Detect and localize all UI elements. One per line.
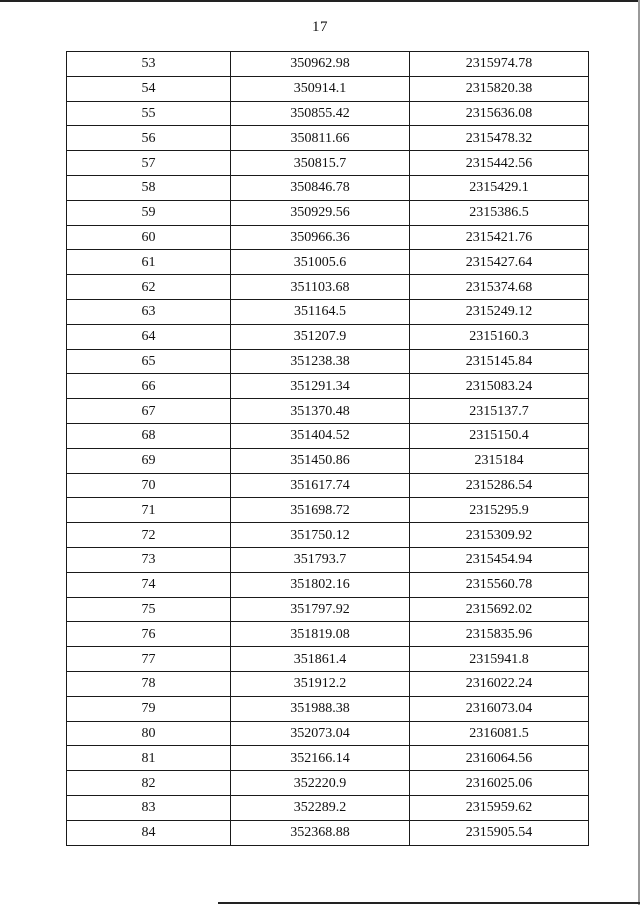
x-coordinate-cell: 351164.5 bbox=[231, 299, 410, 324]
x-coordinate-cell: 351819.08 bbox=[231, 622, 410, 647]
x-coordinate-cell: 351912.2 bbox=[231, 671, 410, 696]
x-coordinate-cell: 350914.1 bbox=[231, 76, 410, 101]
coordinates-table bbox=[66, 51, 589, 846]
x-coordinate-cell: 351750.12 bbox=[231, 523, 410, 548]
x-coordinate-cell: 350966.36 bbox=[231, 225, 410, 250]
point-number-cell: 65 bbox=[67, 349, 231, 374]
y-coordinate-cell: 2315286.54 bbox=[410, 473, 589, 498]
table-row bbox=[67, 324, 589, 349]
x-coordinate-cell: 350846.78 bbox=[231, 175, 410, 200]
y-coordinate-cell: 2316064.56 bbox=[410, 746, 589, 771]
point-number-cell: 67 bbox=[67, 399, 231, 424]
y-coordinate-cell: 2315137.7 bbox=[410, 399, 589, 424]
table-row bbox=[67, 52, 589, 77]
table-row bbox=[67, 597, 589, 622]
y-coordinate-cell: 2316022.24 bbox=[410, 671, 589, 696]
table-row bbox=[67, 448, 589, 473]
y-coordinate-cell: 2315560.78 bbox=[410, 572, 589, 597]
point-number-cell: 78 bbox=[67, 671, 231, 696]
x-coordinate-cell: 351988.38 bbox=[231, 696, 410, 721]
x-coordinate-cell: 352220.9 bbox=[231, 771, 410, 796]
table-row bbox=[67, 795, 589, 820]
point-number-cell: 74 bbox=[67, 572, 231, 597]
coordinates-table-body bbox=[67, 52, 589, 846]
point-number-cell: 83 bbox=[67, 795, 231, 820]
point-number-cell: 71 bbox=[67, 498, 231, 523]
table-row bbox=[67, 671, 589, 696]
x-coordinate-cell: 350962.98 bbox=[231, 52, 410, 77]
table-row bbox=[67, 647, 589, 672]
x-coordinate-cell: 351450.86 bbox=[231, 448, 410, 473]
point-number-cell: 53 bbox=[67, 52, 231, 77]
x-coordinate-cell: 351698.72 bbox=[231, 498, 410, 523]
point-number-cell: 69 bbox=[67, 448, 231, 473]
point-number-cell: 57 bbox=[67, 151, 231, 176]
x-coordinate-cell: 351207.9 bbox=[231, 324, 410, 349]
x-coordinate-cell: 352073.04 bbox=[231, 721, 410, 746]
y-coordinate-cell: 2315374.68 bbox=[410, 275, 589, 300]
point-number-cell: 73 bbox=[67, 547, 231, 572]
x-coordinate-cell: 350815.7 bbox=[231, 151, 410, 176]
x-coordinate-cell: 351103.68 bbox=[231, 275, 410, 300]
point-number-cell: 61 bbox=[67, 250, 231, 275]
point-number-cell: 60 bbox=[67, 225, 231, 250]
x-coordinate-cell: 351797.92 bbox=[231, 597, 410, 622]
point-number-cell: 64 bbox=[67, 324, 231, 349]
point-number-cell: 76 bbox=[67, 622, 231, 647]
point-number-cell: 54 bbox=[67, 76, 231, 101]
top-border-line bbox=[0, 0, 640, 2]
x-coordinate-cell: 350929.56 bbox=[231, 200, 410, 225]
table-row bbox=[67, 498, 589, 523]
point-number-cell: 63 bbox=[67, 299, 231, 324]
y-coordinate-cell: 2315974.78 bbox=[410, 52, 589, 77]
y-coordinate-cell: 2315160.3 bbox=[410, 324, 589, 349]
table-row bbox=[67, 572, 589, 597]
point-number-cell: 81 bbox=[67, 746, 231, 771]
y-coordinate-cell: 2315478.32 bbox=[410, 126, 589, 151]
point-number-cell: 80 bbox=[67, 721, 231, 746]
x-coordinate-cell: 352368.88 bbox=[231, 820, 410, 845]
table-row bbox=[67, 547, 589, 572]
point-number-cell: 82 bbox=[67, 771, 231, 796]
y-coordinate-cell: 2315083.24 bbox=[410, 374, 589, 399]
y-coordinate-cell: 2315941.8 bbox=[410, 647, 589, 672]
table-row bbox=[67, 126, 589, 151]
table-row bbox=[67, 399, 589, 424]
point-number-cell: 77 bbox=[67, 647, 231, 672]
y-coordinate-cell: 2315442.56 bbox=[410, 151, 589, 176]
page-number: 17 bbox=[312, 19, 328, 35]
x-coordinate-cell: 351404.52 bbox=[231, 423, 410, 448]
x-coordinate-cell: 351861.4 bbox=[231, 647, 410, 672]
x-coordinate-cell: 351802.16 bbox=[231, 572, 410, 597]
x-coordinate-cell: 351617.74 bbox=[231, 473, 410, 498]
y-coordinate-cell: 2315454.94 bbox=[410, 547, 589, 572]
x-coordinate-cell: 351238.38 bbox=[231, 349, 410, 374]
point-number-cell: 75 bbox=[67, 597, 231, 622]
point-number-cell: 72 bbox=[67, 523, 231, 548]
table-row bbox=[67, 151, 589, 176]
table-row bbox=[67, 523, 589, 548]
point-number-cell: 84 bbox=[67, 820, 231, 845]
table-row bbox=[67, 299, 589, 324]
table-row bbox=[67, 473, 589, 498]
x-coordinate-cell: 351370.48 bbox=[231, 399, 410, 424]
point-number-cell: 70 bbox=[67, 473, 231, 498]
table-row bbox=[67, 349, 589, 374]
table-row bbox=[67, 76, 589, 101]
table-row bbox=[67, 374, 589, 399]
y-coordinate-cell: 2316025.06 bbox=[410, 771, 589, 796]
point-number-cell: 66 bbox=[67, 374, 231, 399]
y-coordinate-cell: 2315905.54 bbox=[410, 820, 589, 845]
y-coordinate-cell: 2315429.1 bbox=[410, 175, 589, 200]
y-coordinate-cell: 2316073.04 bbox=[410, 696, 589, 721]
table-row bbox=[67, 225, 589, 250]
point-number-cell: 58 bbox=[67, 175, 231, 200]
bottom-border-line bbox=[218, 902, 640, 904]
table-row bbox=[67, 423, 589, 448]
y-coordinate-cell: 2315835.96 bbox=[410, 622, 589, 647]
table-row bbox=[67, 771, 589, 796]
y-coordinate-cell: 2315145.84 bbox=[410, 349, 589, 374]
table-row bbox=[67, 101, 589, 126]
y-coordinate-cell: 2315427.64 bbox=[410, 250, 589, 275]
table-row bbox=[67, 250, 589, 275]
table-row bbox=[67, 696, 589, 721]
y-coordinate-cell: 2315184 bbox=[410, 448, 589, 473]
y-coordinate-cell: 2315249.12 bbox=[410, 299, 589, 324]
y-coordinate-cell: 2315150.4 bbox=[410, 423, 589, 448]
point-number-cell: 56 bbox=[67, 126, 231, 151]
y-coordinate-cell: 2315820.38 bbox=[410, 76, 589, 101]
point-number-cell: 59 bbox=[67, 200, 231, 225]
table-row bbox=[67, 200, 589, 225]
point-number-cell: 79 bbox=[67, 696, 231, 721]
table-row bbox=[67, 622, 589, 647]
point-number-cell: 68 bbox=[67, 423, 231, 448]
table-row bbox=[67, 175, 589, 200]
point-number-cell: 55 bbox=[67, 101, 231, 126]
y-coordinate-cell: 2315636.08 bbox=[410, 101, 589, 126]
table-row bbox=[67, 275, 589, 300]
table-row bbox=[67, 820, 589, 845]
y-coordinate-cell: 2315386.5 bbox=[410, 200, 589, 225]
point-number-cell: 62 bbox=[67, 275, 231, 300]
y-coordinate-cell: 2315959.62 bbox=[410, 795, 589, 820]
x-coordinate-cell: 350811.66 bbox=[231, 126, 410, 151]
y-coordinate-cell: 2316081.5 bbox=[410, 721, 589, 746]
x-coordinate-cell: 352289.2 bbox=[231, 795, 410, 820]
x-coordinate-cell: 351793.7 bbox=[231, 547, 410, 572]
y-coordinate-cell: 2315309.92 bbox=[410, 523, 589, 548]
table-row bbox=[67, 721, 589, 746]
x-coordinate-cell: 350855.42 bbox=[231, 101, 410, 126]
y-coordinate-cell: 2315295.9 bbox=[410, 498, 589, 523]
x-coordinate-cell: 351005.6 bbox=[231, 250, 410, 275]
y-coordinate-cell: 2315692.02 bbox=[410, 597, 589, 622]
table-row bbox=[67, 746, 589, 771]
x-coordinate-cell: 352166.14 bbox=[231, 746, 410, 771]
y-coordinate-cell: 2315421.76 bbox=[410, 225, 589, 250]
x-coordinate-cell: 351291.34 bbox=[231, 374, 410, 399]
